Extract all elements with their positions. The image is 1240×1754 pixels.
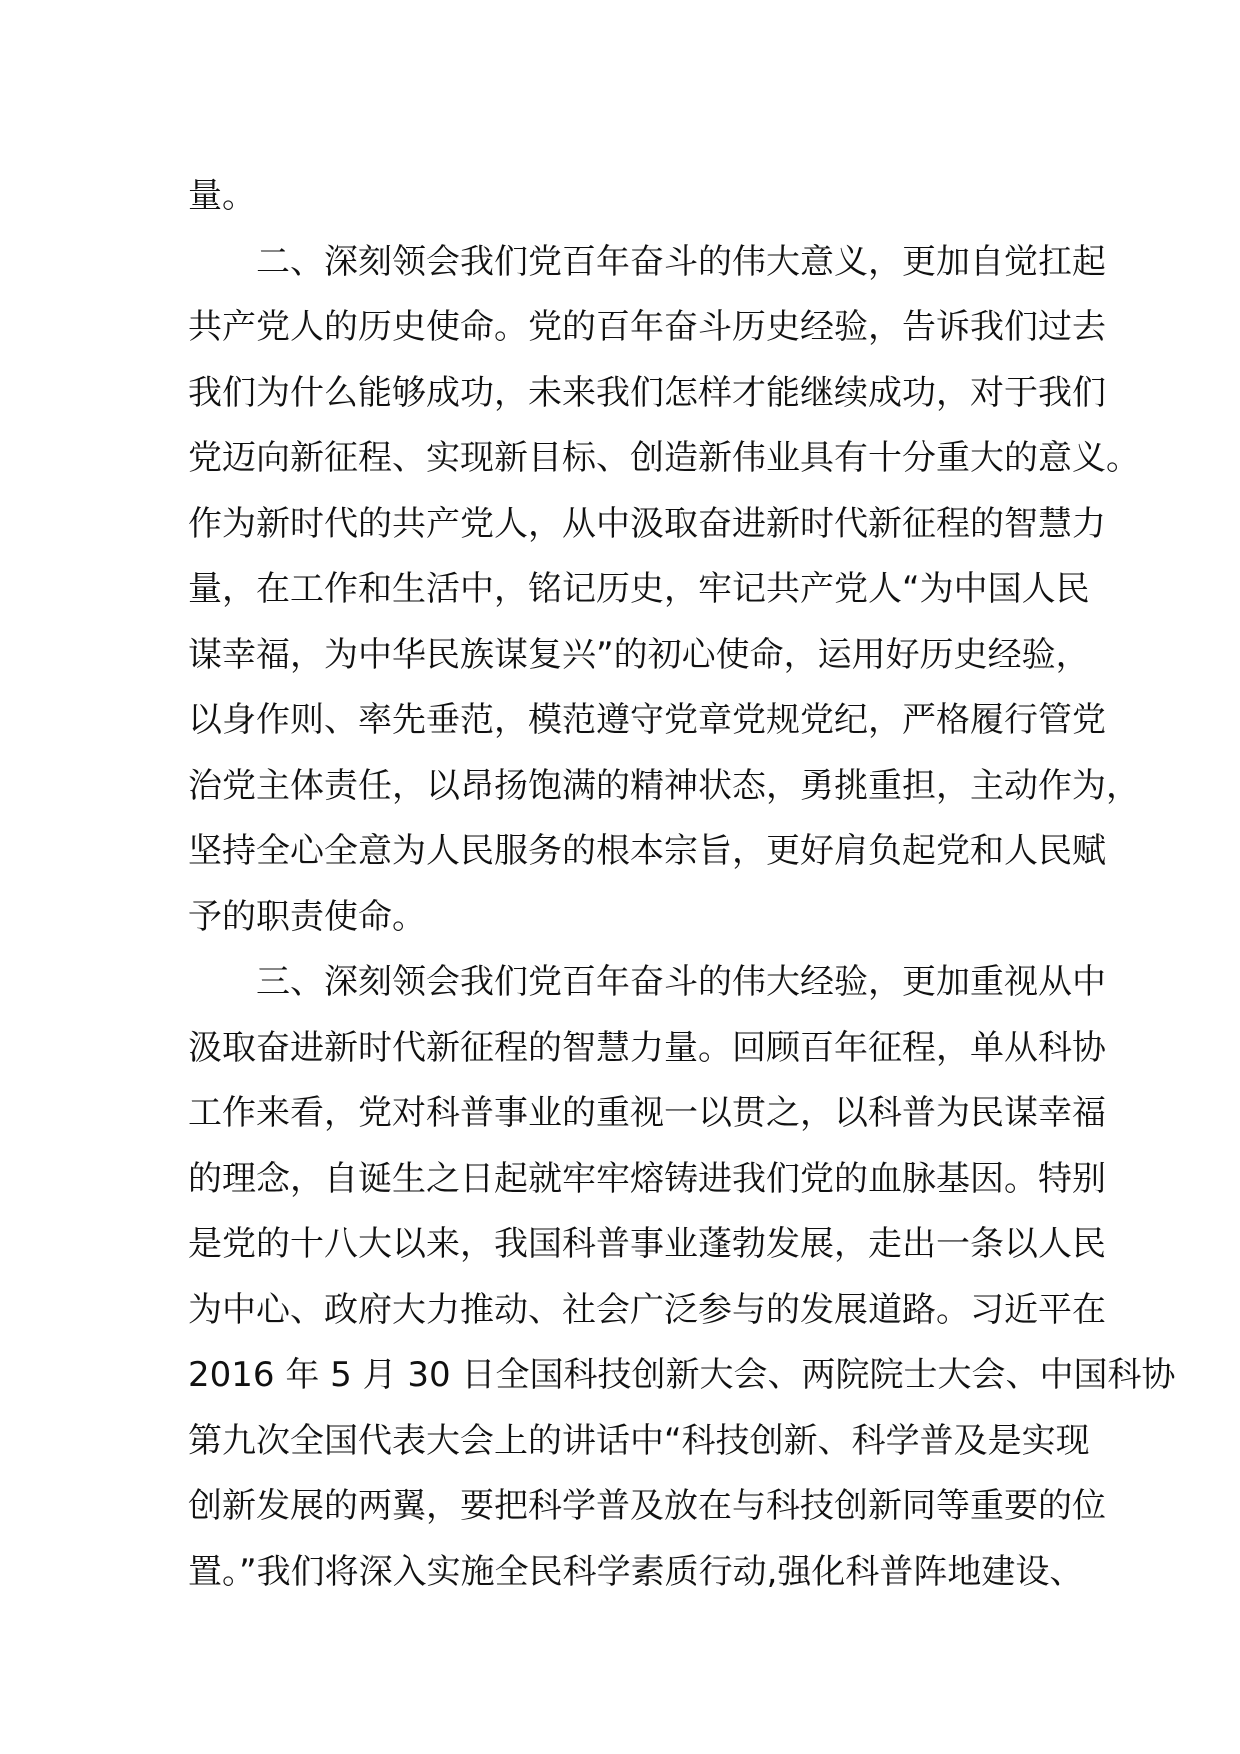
text-line: 我们为什么能够成功，未来我们怎样才能继续成功，对于我们 — [188, 372, 1106, 413]
text-line: 坚持全心全意为人民服务的根本宗旨，更好肩负起党和人民赋 — [188, 831, 1106, 871]
text-line: 治党主体责任，以昂扬饱满的精神状态，勇挑重担，主动作为， — [188, 765, 1140, 806]
text-line: 汲取奋进新时代新征程的智慧力量。回顾百年征程，单从科协 — [188, 1027, 1106, 1068]
text-line: 为中心、政府大力推动、社会广泛参与的发展道路。习近平在 — [188, 1289, 1106, 1330]
text-line: 创新发展的两翼，要把科学普及放在与科技创新同等重要的位 — [188, 1486, 1106, 1526]
text-line: 的理念，自诞生之日起就牢牢熔铸进我们党的血脉基因。特别 — [188, 1158, 1106, 1199]
text-line: 工作来看，党对科普事业的重视一以贯之，以科普为民谋幸福 — [188, 1093, 1106, 1133]
body-text — [188, 164, 1176, 1605]
text-line: 量，在工作和生活中，铭记历史，牢记共产党人“为中国人民 — [188, 569, 1090, 609]
text-line: 党迈向新征程、实现新目标、创造新伟业具有十分重大的意义。 — [188, 438, 1140, 478]
text-line: 共产党人的历史使命。党的百年奋斗历史经验，告诉我们过去 — [188, 307, 1106, 347]
text-line: 2016 年 5 月 30 日全国科技创新大会、两院院士大会、中国科协 — [188, 1355, 1176, 1395]
text-line: 以身作则、率先垂范，模范遵守党章党规党纪，严格履行管党 — [188, 700, 1106, 740]
text-line: 第九次全国代表大会上的讲话中“科技创新、科学普及是实现 — [188, 1420, 1090, 1461]
text-line: 量。 — [188, 176, 256, 216]
text-line: 置。”我们将深入实施全民科学素质行动,强化科普阵地建设、 — [188, 1551, 1084, 1592]
paragraph-heading-line: 二、深刻领会我们党百年奋斗的伟大意义，更加自觉扛起 — [256, 241, 1106, 282]
text-line: 予的职责使命。 — [188, 896, 426, 937]
paragraph-heading-line: 三、深刻领会我们党百年奋斗的伟大经验，更加重视从中 — [256, 962, 1106, 1002]
text-line: 作为新时代的共产党人，从中汲取奋进新时代新征程的智慧力 — [188, 503, 1106, 544]
text-line: 是党的十八大以来，我国科普事业蓬勃发展，走出一条以人民 — [188, 1224, 1106, 1264]
text-line: 谋幸福，为中华民族谋复兴”的初心使命，运用好历史经验， — [188, 634, 1090, 675]
